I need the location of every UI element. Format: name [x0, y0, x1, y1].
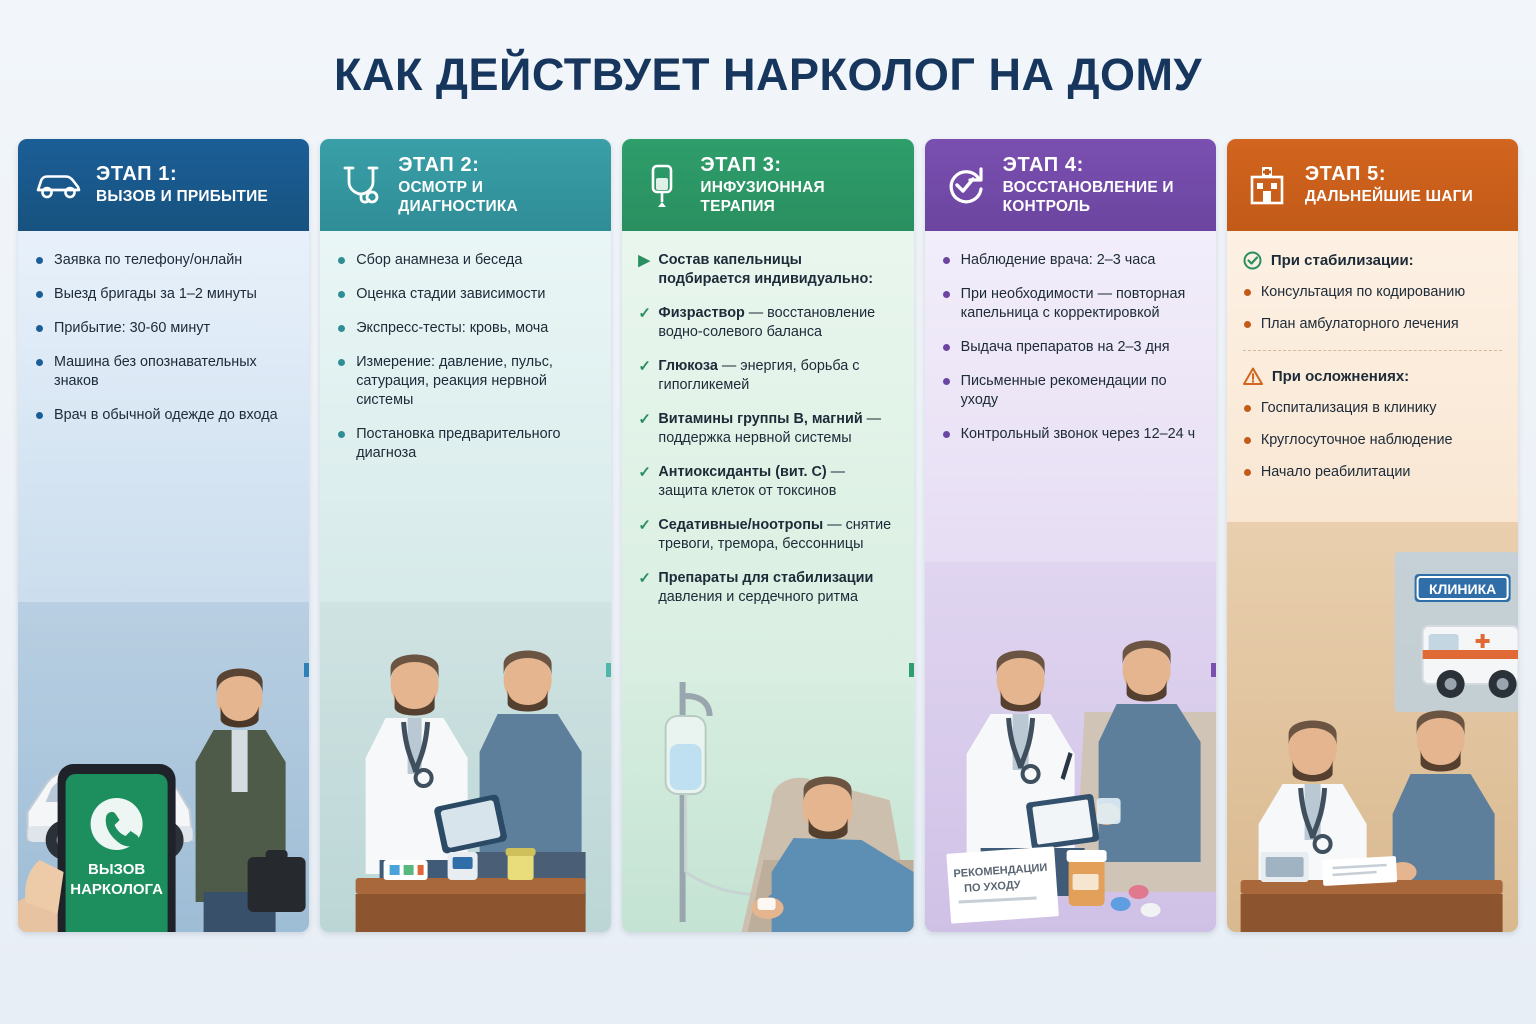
list-item-text: При необходимости — повторная капельница с корректировкой	[960, 286, 1186, 322]
list-item-text: Постановка предварительного диагноза	[356, 426, 561, 462]
bullet-dot	[338, 325, 345, 332]
check-icon: ✓	[638, 464, 651, 482]
bullet-dot	[1244, 469, 1251, 476]
stage-2-body	[320, 231, 611, 932]
list-item-term: Седативные/ноотропы	[658, 517, 824, 534]
stage-4-name: ВОССТАНОВЛЕНИЕ И КОНТРОЛЬ	[1002, 178, 1174, 215]
list-item	[34, 251, 293, 270]
list-item-text: Выдача препаратов на 2–3 дня	[960, 339, 1170, 356]
list-item	[336, 251, 595, 270]
stage-3-number: ЭТАП 3:	[700, 153, 782, 176]
stage-2-list	[336, 251, 595, 463]
list-item-text: Оценка стадии зависимости	[356, 286, 546, 303]
warning-triangle-icon	[1243, 367, 1263, 386]
bullet-dot	[36, 257, 43, 264]
stage-3-body	[622, 231, 913, 932]
list-item-text: Измерение: давление, пульс, сатурация, реакция нервной системы	[356, 354, 553, 409]
stage-3-list	[638, 251, 897, 607]
list-item	[1243, 399, 1502, 418]
svg-text:РЕКОМЕНДАЦИИ: РЕКОМЕНДАЦИИ	[952, 861, 1048, 881]
list-item-term: Препараты для стабилизации	[658, 570, 874, 587]
list-item-text: План амбулаторного лечения	[1260, 316, 1459, 333]
list-item-text: Прибытие: 30-60 минут	[54, 320, 211, 337]
stage-1-body	[18, 231, 309, 932]
bullet-dot	[338, 291, 345, 298]
stage-4-list	[941, 251, 1200, 444]
list-item	[941, 372, 1200, 410]
list-item	[34, 285, 293, 304]
stage-1-illustration	[18, 602, 309, 932]
list-item-text: Выезд бригады за 1–2 минуты	[54, 286, 257, 303]
list-item-text: давления и сердечного ритма	[658, 589, 859, 606]
stage-card-4	[925, 139, 1216, 932]
stethoscope-icon	[334, 159, 386, 211]
list-item	[1243, 431, 1502, 450]
stage-2-illustration	[320, 602, 611, 932]
stage-card-2	[320, 139, 611, 932]
stage-4-header	[925, 139, 1216, 231]
stage-3-header	[622, 139, 913, 231]
svg-text:ВЫЗОВ: ВЫЗОВ	[87, 861, 146, 878]
list-item-text: Письменные рекомендации по уходу	[960, 373, 1167, 409]
triangle-marker-icon: ▶	[638, 252, 650, 269]
bullet-dot	[943, 291, 950, 298]
check-icon: ✓	[638, 411, 651, 429]
list-item	[941, 338, 1200, 357]
list-item-text: Начало реабилитации	[1260, 464, 1411, 481]
list-item-text: — энергия, борьба с гипогликемей	[658, 358, 860, 394]
check-icon: ✓	[638, 570, 651, 588]
check-circle-icon	[1243, 251, 1262, 270]
bullet-dot	[943, 378, 950, 385]
list-item	[1243, 463, 1502, 482]
bullet-dot	[338, 431, 345, 438]
stage-1-number: ЭТАП 1:	[96, 163, 178, 186]
list-item-text: Госпитализация в клинику	[1260, 400, 1437, 417]
stage-2-header	[320, 139, 611, 231]
hospital-icon	[1241, 159, 1293, 211]
stage-3-title-block	[700, 154, 899, 216]
svg-text:КЛИНИКА: КЛИНИКА	[1428, 581, 1497, 597]
group-divider	[1243, 350, 1502, 351]
list-item	[34, 319, 293, 338]
stage-5-body	[1227, 231, 1518, 932]
bullet-dot	[1244, 289, 1251, 296]
stabilization-list	[1243, 283, 1502, 334]
list-item	[638, 304, 897, 342]
list-item	[34, 406, 293, 425]
list-item-text: — защита клеток от токсинов	[658, 464, 846, 500]
list-item-term: Витамины группы B, магний	[658, 411, 863, 428]
list-item	[638, 357, 897, 395]
list-item-text: Круглосуточное наблюдение	[1260, 432, 1453, 449]
group-heading-text: При осложнениях:	[1271, 368, 1410, 386]
list-item	[941, 285, 1200, 323]
bullet-dot	[943, 431, 950, 438]
arrow-stage-2-to-3	[604, 657, 611, 683]
stage-1-header	[18, 139, 309, 231]
bullet-dot	[943, 257, 950, 264]
list-item-term: Антиоксиданты (вит. С)	[658, 464, 827, 481]
list-item-term: Физраствор	[658, 305, 745, 322]
arrow-stage-4-to-5	[1209, 657, 1216, 683]
list-item	[638, 569, 897, 607]
arrow-stage-1-to-2	[302, 657, 309, 683]
stage-5-name: ДАЛЬНЕЙШИЕ ШАГИ	[1304, 188, 1473, 206]
stage-5-header	[1227, 139, 1518, 231]
check-icon: ✓	[638, 358, 651, 376]
bullet-dot	[36, 412, 43, 419]
stage-2-number: ЭТАП 2:	[398, 153, 480, 176]
bullet-dot	[338, 359, 345, 366]
list-item-text: Состав капельницы подбирается индивидуально:	[658, 252, 874, 288]
stage-5-illustration	[1227, 522, 1518, 932]
bullet-dot	[338, 257, 345, 264]
list-item-intro	[638, 251, 897, 289]
bullet-dot	[1244, 437, 1251, 444]
list-item	[941, 425, 1200, 444]
list-item	[336, 425, 595, 463]
stage-5-number: ЭТАП 5:	[1304, 163, 1387, 186]
list-item-text: Наблюдение врача: 2–3 часа	[960, 252, 1156, 268]
refresh-check-icon	[939, 159, 991, 211]
bullet-dot	[36, 359, 43, 366]
stage-1-name: ВЫЗОВ И ПРИБЫТИЕ	[96, 188, 268, 206]
list-item	[1243, 283, 1502, 302]
stage-4-title-block	[1003, 154, 1202, 216]
complications-group-heading	[1243, 367, 1502, 386]
bullet-dot	[36, 291, 43, 298]
check-icon: ✓	[638, 305, 651, 323]
list-item-text: Консультация по кодированию	[1260, 284, 1466, 300]
bullet-dot	[1244, 405, 1251, 412]
list-item-text: Сбор анамнеза и беседа	[356, 252, 523, 268]
stage-4-number: ЭТАП 4:	[1002, 153, 1084, 176]
bullet-dot	[943, 344, 950, 351]
svg-text:ПО УХОДУ: ПО УХОДУ	[963, 879, 1021, 895]
list-item	[638, 516, 897, 554]
list-item	[638, 463, 897, 501]
list-item-text: — поддержка нервной системы	[658, 411, 882, 447]
iv-drip-icon	[636, 159, 688, 211]
stage-card-1	[18, 139, 309, 932]
list-item	[1243, 315, 1502, 334]
list-item	[336, 353, 595, 410]
check-icon: ✓	[638, 517, 651, 535]
page-title: КАК ДЕЙСТВУЕТ НАРКОЛОГ НА ДОМУ	[334, 49, 1202, 100]
complications-list	[1243, 399, 1502, 482]
car-icon	[32, 159, 84, 211]
arrow-stage-3-to-4	[907, 657, 914, 683]
stage-1-list	[34, 251, 293, 425]
list-item	[34, 353, 293, 391]
list-item-text: — снятие тревоги, тремора, бессонницы	[658, 517, 892, 553]
list-item	[336, 319, 595, 338]
list-item	[336, 285, 595, 304]
list-item	[941, 251, 1200, 270]
list-item-text: — восстановление водно-солевого баланса	[658, 305, 876, 341]
list-item-text: Врач в обычной одежде до входа	[54, 407, 278, 424]
svg-text:НАРКОЛОГА: НАРКОЛОГА	[70, 881, 163, 898]
stage-card-5	[1227, 139, 1518, 932]
list-item-term: Глюкоза	[658, 358, 718, 375]
stages-container	[0, 139, 1536, 932]
list-item-text: Экспресс-тесты: кровь, моча	[356, 320, 549, 337]
stage-4-body	[925, 231, 1216, 932]
list-item-text: Заявка по телефону/онлайн	[54, 252, 243, 268]
list-item	[638, 410, 897, 448]
stabilization-group-heading	[1243, 251, 1502, 270]
stage-2-name: ОСМОТР И ДИАГНОСТИКА	[398, 178, 518, 215]
list-item-text: Контрольный звонок через 12–24 ч	[960, 426, 1196, 443]
bullet-dot	[36, 325, 43, 332]
stage-5-title-block	[1305, 163, 1473, 207]
stage-4-illustration	[925, 562, 1216, 932]
stage-2-title-block	[398, 154, 597, 216]
stage-card-3	[622, 139, 913, 932]
stage-1-title-block	[96, 163, 268, 207]
stage-3-name: ИНФУЗИОННАЯ ТЕРАПИЯ	[700, 178, 825, 215]
stage-3-illustration	[622, 682, 913, 932]
group-heading-text: При стабилизации:	[1270, 252, 1414, 269]
list-item-text: Машина без опознавательных знаков	[54, 354, 257, 390]
bullet-dot	[1244, 321, 1251, 328]
